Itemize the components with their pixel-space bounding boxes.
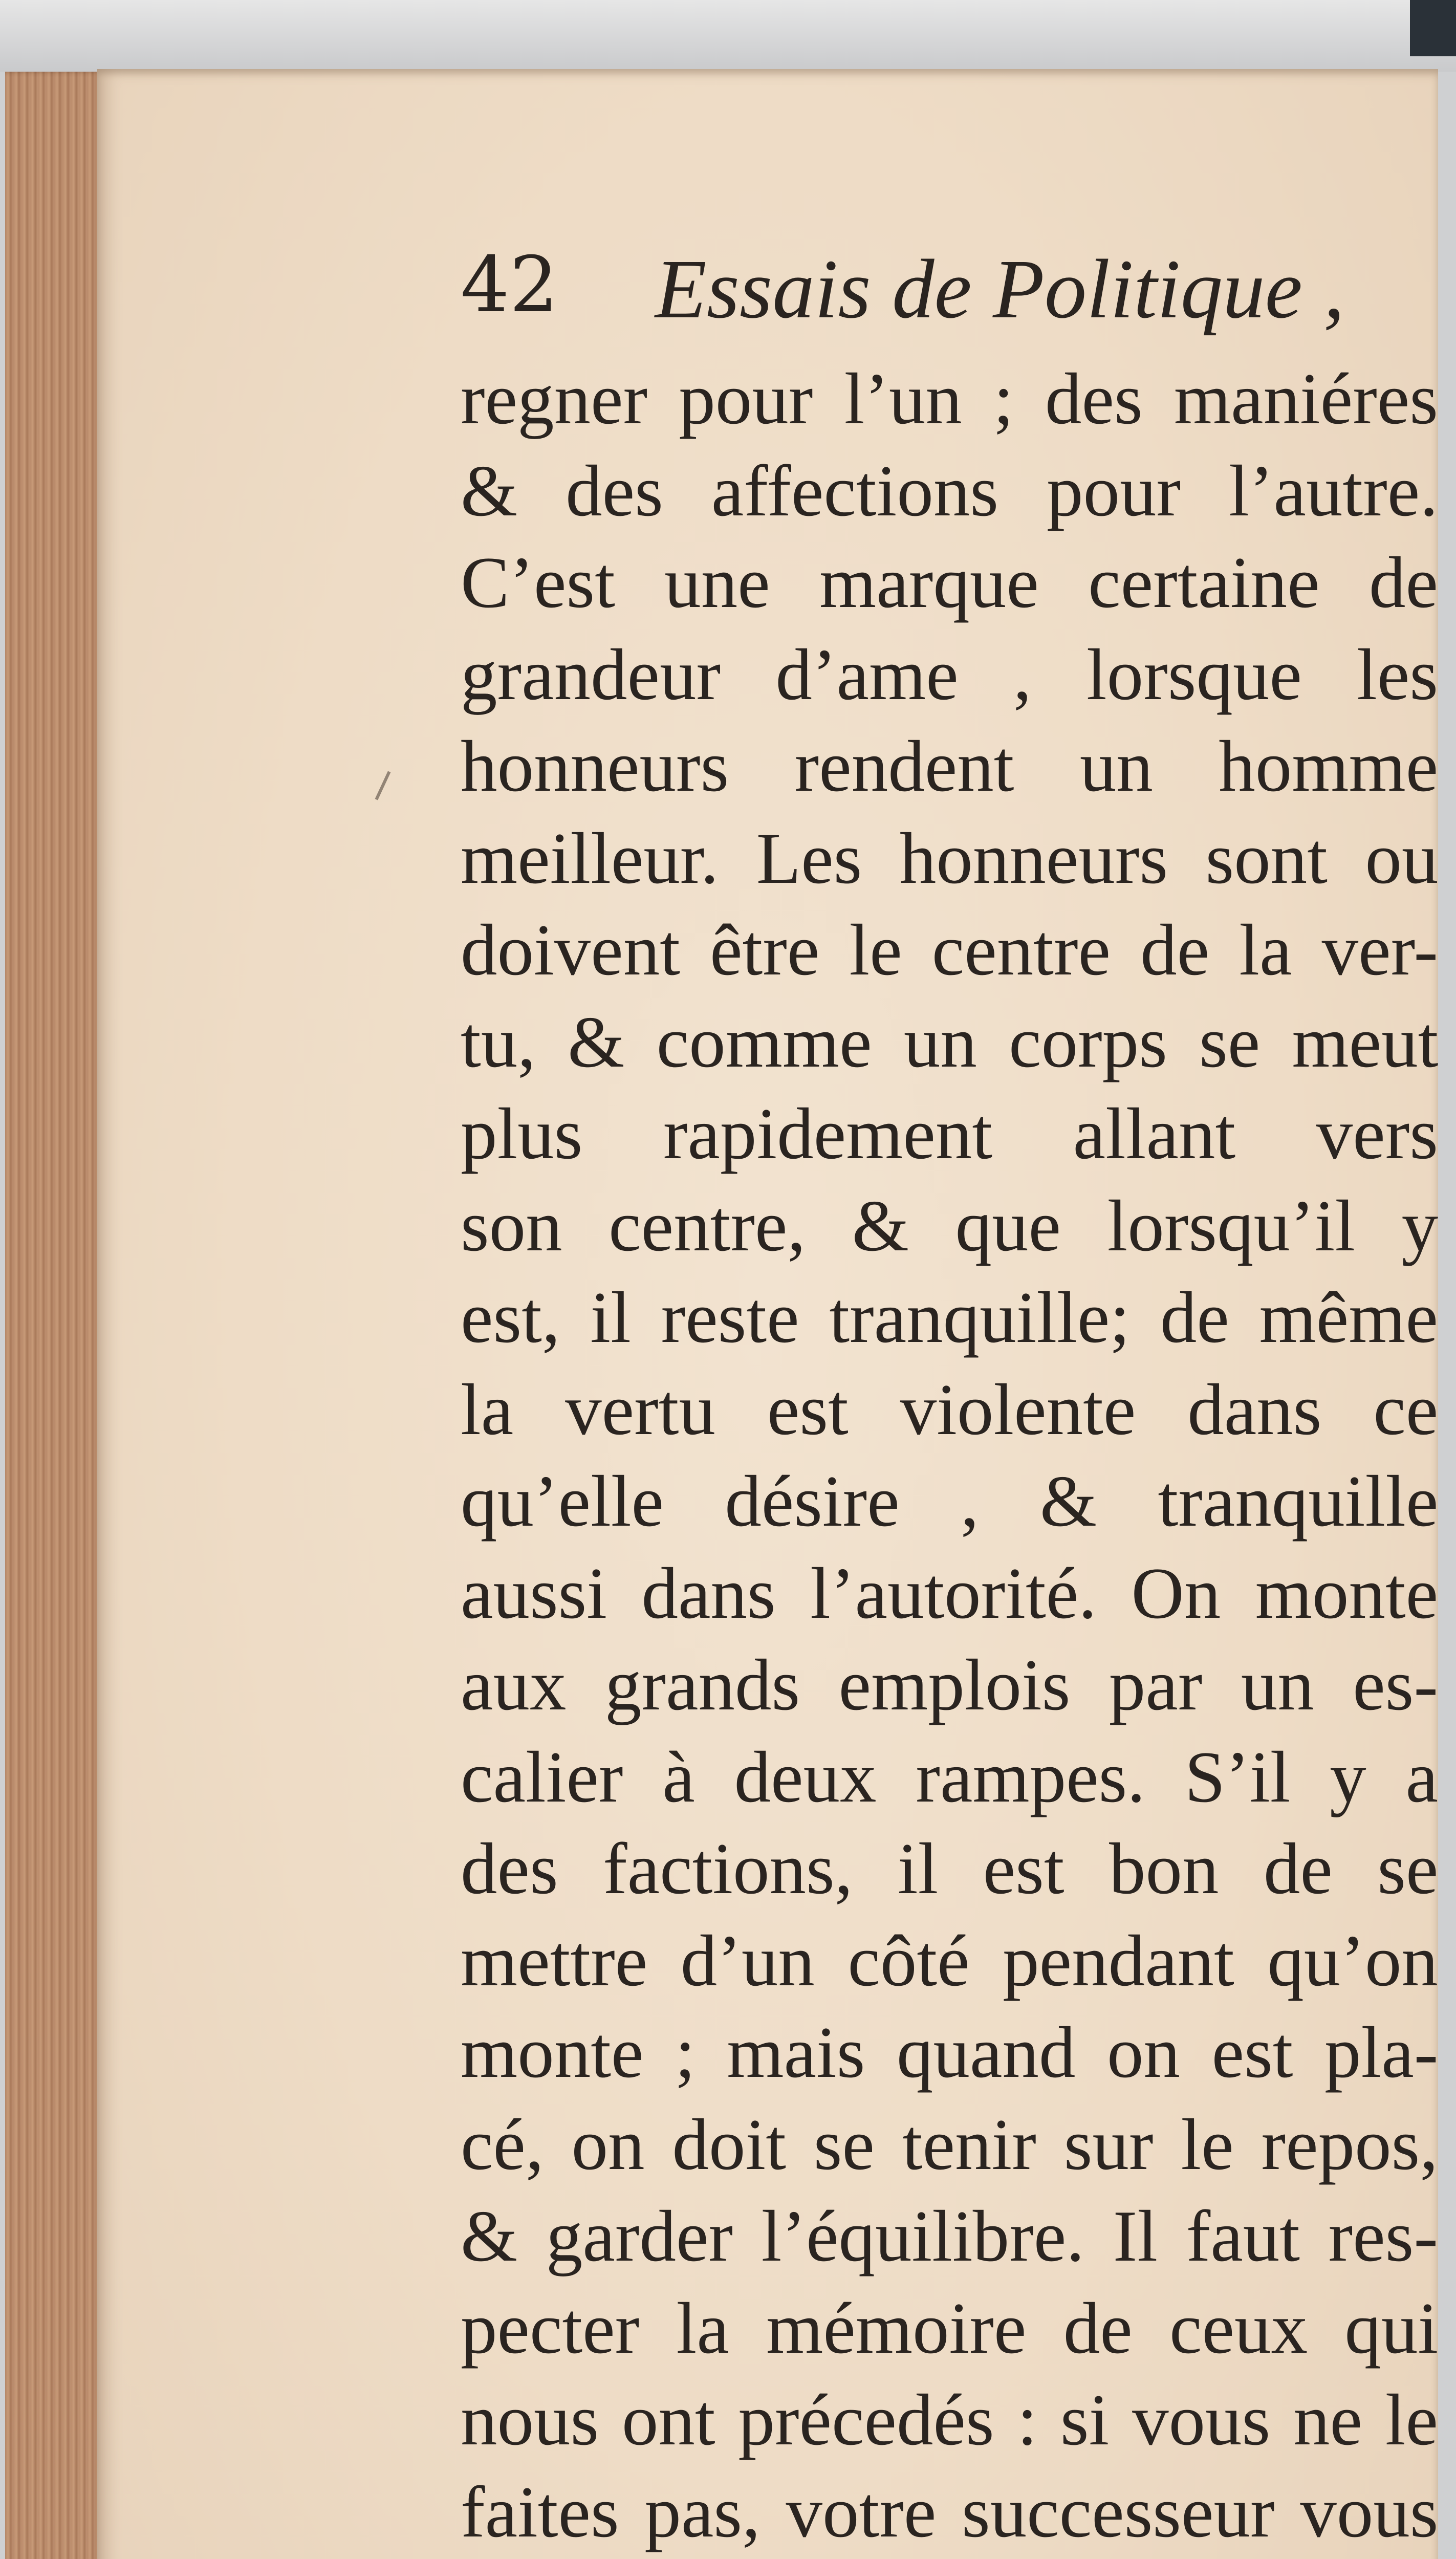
ink-mark <box>375 771 391 800</box>
text-line: & des affections pour l’autre. <box>461 450 1439 531</box>
page-number: 42 <box>461 241 558 330</box>
book-page-edges <box>5 72 102 2559</box>
text-line: & garder l’équilibre. Il faut res- <box>461 2196 1438 2276</box>
text-line: nous ont précedés : si vous ne le <box>461 2379 1438 2460</box>
text-line: la vertu est violente dans ce <box>461 1369 1439 1450</box>
text-line: aussi dans l’autorité. On monte <box>461 1552 1439 1634</box>
text-line: pecter la mémoire de ceux qui <box>461 2287 1439 2369</box>
text-line: C’est une marque certaine de <box>461 542 1438 623</box>
text-line: faites pas, votre successeur vous <box>461 2471 1439 2552</box>
text-line: cé, on doit se tenir sur le repos, <box>461 2103 1439 2185</box>
body-text <box>461 353 1438 2559</box>
text-line: grandeur d’ame , lorsque les <box>461 634 1439 715</box>
running-title: Essais de Politique , <box>655 242 1345 336</box>
text-line: monte ; mais quand on est pla- <box>461 2012 1439 2093</box>
scan-background-top <box>0 0 1456 72</box>
text-line: des factions, il est bon de se <box>461 1828 1439 1909</box>
text-line: son centre, & que lorsqu’il y <box>461 1185 1439 1266</box>
text-line: qu’elle désire , & tranquille <box>461 1461 1439 1542</box>
text-line: tu, & comme un corps se meut <box>461 1001 1439 1082</box>
text-line: mettre d’un côté pendant qu’on <box>461 1920 1438 2001</box>
page-header <box>461 241 1433 343</box>
text-line: plus rapidement allant vers <box>461 1093 1438 1174</box>
text-line: aux grands emplois par un es- <box>461 1644 1438 1725</box>
text-line: calier à deux rampes. S’il y a <box>461 1736 1438 1817</box>
text-line: meilleur. Les honneurs sont ou <box>461 817 1439 899</box>
text-line: honneurs rendent un homme <box>461 726 1439 807</box>
text-line: est, il reste tranquille; de même <box>461 1277 1438 1358</box>
text-line: doivent être le centre de la ver- <box>461 909 1438 990</box>
text-line: regner pour l’un ; des maniéres <box>461 358 1438 439</box>
scan-edge-tab <box>1410 0 1456 56</box>
